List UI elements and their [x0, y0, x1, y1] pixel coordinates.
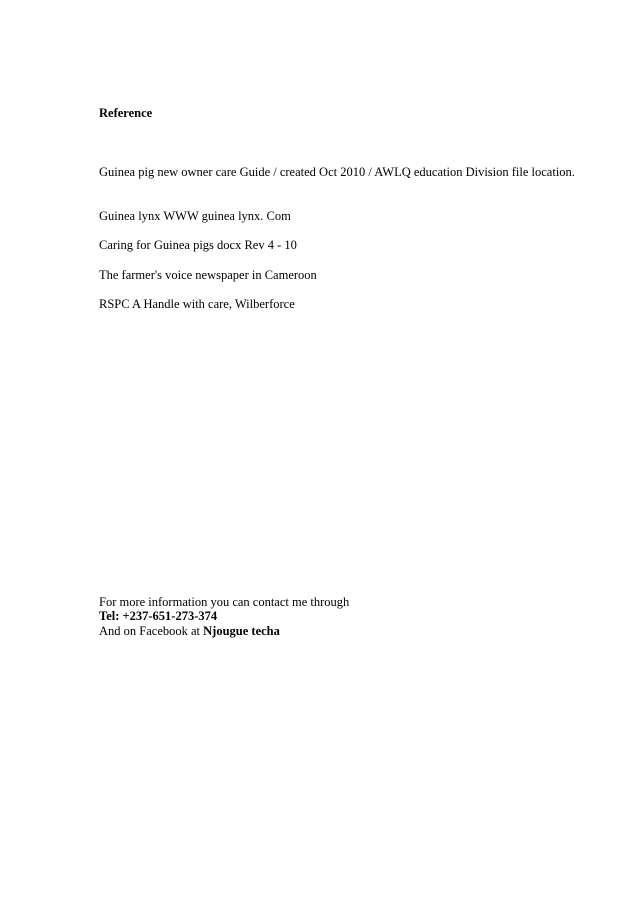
contact-telephone: Tel: +237-651-273-374 — [99, 609, 218, 623]
reference-item: RSPC A Handle with care, Wilberforce — [99, 297, 295, 311]
reference-item: Guinea pig new owner care Guide / created Oct 2010 / AWLQ education Division file location. — [99, 165, 575, 179]
reference-item: Caring for Guinea pigs docx Rev 4 - 10 — [99, 238, 297, 252]
reference-item: The farmer's voice newspaper in Cameroon — [99, 268, 317, 282]
contact-facebook — [99, 624, 280, 639]
facebook-name: Njougue techa — [203, 624, 280, 638]
contact-intro: For more information you can contact me through — [99, 595, 350, 609]
facebook-prefix: And on Facebook at — [99, 624, 204, 638]
reference-heading: Reference — [99, 106, 153, 120]
reference-item: Guinea lynx WWW guinea lynx. Com — [99, 209, 291, 223]
